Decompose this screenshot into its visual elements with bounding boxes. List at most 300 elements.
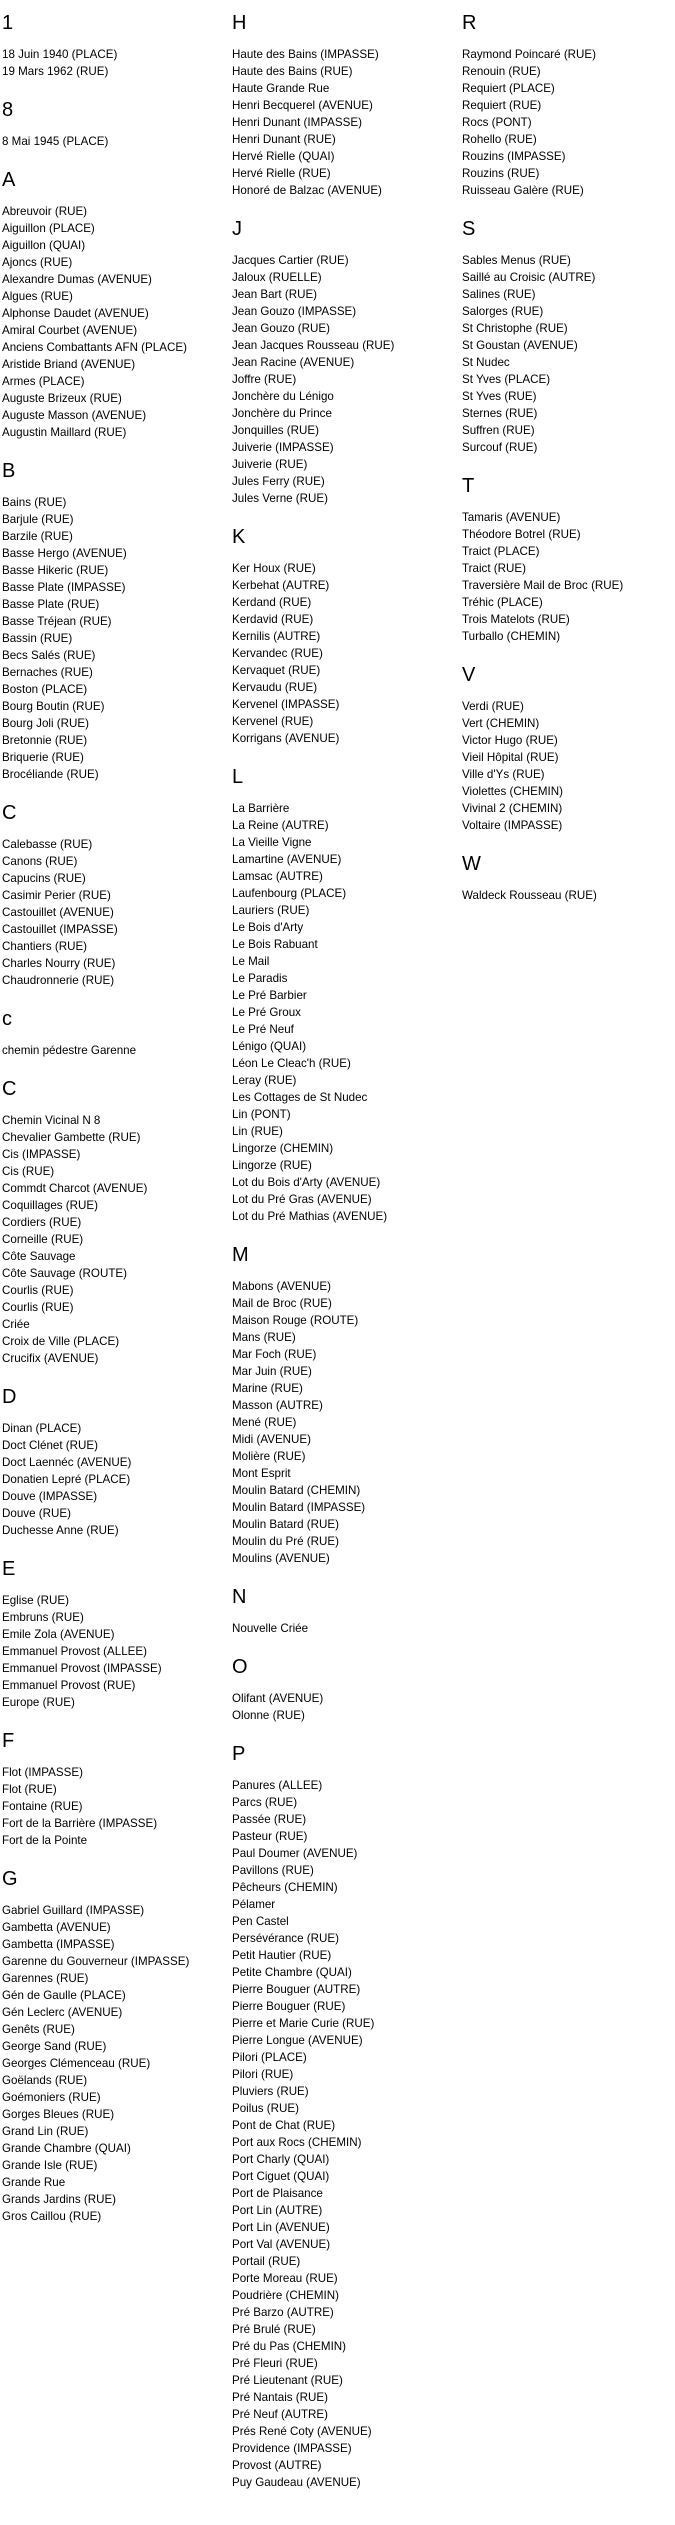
street-name: Embruns (RUE) <box>2 1611 84 1624</box>
street-name: Paul Doumer (AVENUE) <box>232 1847 358 1860</box>
street-name: Nouvelle Criée <box>232 1622 309 1635</box>
street-name: Jean Jacques Rousseau (RUE) <box>232 339 395 352</box>
street-name: Persévérance (RUE) <box>232 1932 339 1945</box>
street-name: Puy Gaudeau (AVENUE) <box>232 2476 361 2489</box>
street-name: Gorges Bleues (RUE) <box>2 2108 115 2121</box>
street-name: Waldeck Rousseau (RUE) <box>462 889 597 902</box>
street-name: Poudrière (CHEMIN) <box>232 2289 339 2302</box>
section-letter-heading: C <box>2 1078 17 1100</box>
street-name: Poilus (RUE) <box>232 2102 299 2115</box>
letter-section <box>462 218 672 456</box>
letter-section <box>462 853 672 904</box>
street-name: Tamaris (AVENUE) <box>462 511 561 524</box>
letter-section <box>462 12 672 199</box>
street-name: Grande Rue <box>2 2176 66 2189</box>
street-name: Leray (RUE) <box>232 1074 297 1087</box>
street-name: Basse Hergo (AVENUE) <box>2 547 127 560</box>
street-name: 18 Juin 1940 (PLACE) <box>2 48 118 61</box>
street-name: Porte Moreau (RUE) <box>232 2272 338 2285</box>
street-name: Traict (RUE) <box>462 562 526 575</box>
street-name: Moulin Batard (IMPASSE) <box>232 1501 366 1514</box>
street-name: Trois Matelots (RUE) <box>462 613 570 626</box>
street-name: Mans (RUE) <box>232 1331 296 1344</box>
street-name: Voltaire (IMPASSE) <box>462 819 563 832</box>
street-name: Kervenel (IMPASSE) <box>232 698 340 711</box>
street-name: Pierre Longue (AVENUE) <box>232 2034 363 2047</box>
street-list <box>2 1112 230 1367</box>
street-name: Douve (RUE) <box>2 1507 71 1520</box>
letter-section <box>232 218 460 507</box>
street-name: Commdt Charcot (AVENUE) <box>2 1182 148 1195</box>
street-name: Amiral Courbet (AVENUE) <box>2 324 138 337</box>
letter-section <box>232 1586 460 1637</box>
street-name: Pré Nantais (RUE) <box>232 2391 328 2404</box>
section-letter-heading: G <box>2 1868 18 1890</box>
street-name: Kervaudu (RUE) <box>232 681 318 694</box>
street-name: Haute des Bains (RUE) <box>232 65 353 78</box>
street-name: Portail (RUE) <box>232 2255 301 2268</box>
street-name: Gén Leclerc (AVENUE) <box>2 2006 123 2019</box>
street-name: Pré Brulé (RUE) <box>232 2323 316 2336</box>
street-name: Lauriers (RUE) <box>232 904 310 917</box>
street-name: Mail de Broc (RUE) <box>232 1297 332 1310</box>
letter-section <box>2 99 230 150</box>
street-name: Traict (PLACE) <box>462 545 540 558</box>
street-name: Jaloux (RUELLE) <box>232 271 322 284</box>
street-name: Fontaine (RUE) <box>2 1800 83 1813</box>
street-name: Midi (AVENUE) <box>232 1433 312 1446</box>
street-name: Courlis (RUE) <box>2 1284 74 1297</box>
street-name: Pen Castel <box>232 1915 289 1928</box>
section-letter-heading: C <box>2 802 17 824</box>
street-name: Lénigo (QUAI) <box>232 1040 307 1053</box>
street-name: Armes (PLACE) <box>2 375 85 388</box>
street-name: Pré Barzo (AUTRE) <box>232 2306 334 2319</box>
street-name: Emmanuel Provost (IMPASSE) <box>2 1662 162 1675</box>
street-list <box>462 509 672 645</box>
street-name: Pré Lieutenant (RUE) <box>232 2374 343 2387</box>
street-name: Henri Dunant (IMPASSE) <box>232 116 362 129</box>
street-name: Pilori (RUE) <box>232 2068 294 2081</box>
street-name: Pré Neuf (AUTRE) <box>232 2408 328 2421</box>
street-name: Gabriel Guillard (IMPASSE) <box>2 1904 145 1917</box>
street-name: La Barrière <box>232 802 290 815</box>
street-name: Doct Clénet (RUE) <box>2 1439 98 1452</box>
street-list <box>232 1690 460 1724</box>
street-name: Eglise (RUE) <box>2 1594 69 1607</box>
street-name: Moulin du Pré (RUE) <box>232 1535 339 1548</box>
street-name: Honoré de Balzac (AVENUE) <box>232 184 382 197</box>
street-name: Pilori (PLACE) <box>232 2051 307 2064</box>
letter-section <box>462 475 672 645</box>
street-list <box>2 836 230 989</box>
street-name: Lin (PONT) <box>232 1108 291 1121</box>
street-name: Lingorze (RUE) <box>232 1159 312 1172</box>
street-list <box>2 203 230 441</box>
street-list <box>2 46 230 80</box>
street-name: Donatien Lepré (PLACE) <box>2 1473 131 1486</box>
street-name: Salines (RUE) <box>462 288 536 301</box>
street-list <box>232 1620 460 1637</box>
letter-section <box>232 526 460 747</box>
street-name: Requiert (RUE) <box>462 99 542 112</box>
street-name: Olifant (AVENUE) <box>232 1692 324 1705</box>
street-name: Gambetta (IMPASSE) <box>2 1938 115 1951</box>
street-name: Abreuvoir (RUE) <box>2 205 88 218</box>
street-name: Basse Tréjean (RUE) <box>2 615 112 628</box>
street-name: Le Pré Groux <box>232 1006 301 1019</box>
letter-section <box>232 1244 460 1567</box>
street-list <box>232 1777 460 2491</box>
street-name: Pélamer <box>232 1898 276 1911</box>
street-name: Léon Le Cleac'h (RUE) <box>232 1057 351 1070</box>
street-name: Alexandre Dumas (AVENUE) <box>2 273 152 286</box>
street-name: St Christophe (RUE) <box>462 322 568 335</box>
street-name: Jacques Cartier (RUE) <box>232 254 349 267</box>
street-name: Lot du Bois d'Arty (AVENUE) <box>232 1176 381 1189</box>
street-name: Doct Laennéc (AVENUE) <box>2 1456 132 1469</box>
street-name: Mont Esprit <box>232 1467 291 1480</box>
street-name: Capucins (RUE) <box>2 872 86 885</box>
street-list <box>232 252 460 507</box>
street-name: Kernilis (AUTRE) <box>232 630 321 643</box>
street-name: Moulins (AVENUE) <box>232 1552 330 1565</box>
street-name: Gén de Gaulle (PLACE) <box>2 1989 126 2002</box>
street-name: Canons (RUE) <box>2 855 78 868</box>
street-name: Rouzins (RUE) <box>462 167 540 180</box>
street-name: Hervé Rielle (RUE) <box>232 167 331 180</box>
street-name: Les Cottages de St Nudec <box>232 1091 368 1104</box>
street-name: Korrigans (AVENUE) <box>232 732 340 745</box>
street-name: Augustin Maillard (RUE) <box>2 426 127 439</box>
street-name: Pavillons (RUE) <box>232 1864 314 1877</box>
street-name: La Vieille Vigne <box>232 836 312 849</box>
street-name: Joffre (RUE) <box>232 373 297 386</box>
street-name: Salorges (RUE) <box>462 305 544 318</box>
street-name: Pierre et Marie Curie (RUE) <box>232 2017 375 2030</box>
street-name: Castouillet (AVENUE) <box>2 906 114 919</box>
street-name: Turballo (CHEMIN) <box>462 630 561 643</box>
street-name: Mar Juin (RUE) <box>232 1365 312 1378</box>
street-name: Laufenbourg (PLACE) <box>232 887 347 900</box>
street-name: Emmanuel Provost (ALLEE) <box>2 1645 147 1658</box>
street-name: Europe (RUE) <box>2 1696 75 1709</box>
street-name: Ajoncs (RUE) <box>2 256 73 269</box>
street-name: Tréhic (PLACE) <box>462 596 543 609</box>
street-name: Lot du Pré Mathias (AVENUE) <box>232 1210 388 1223</box>
street-name: Pierre Bouguer (AUTRE) <box>232 1983 361 1996</box>
section-letter-heading: V <box>462 664 476 686</box>
street-name: Pont de Chat (RUE) <box>232 2119 336 2132</box>
street-name: Le Pré Neuf <box>232 1023 294 1036</box>
street-name: Bains (RUE) <box>2 496 67 509</box>
street-name: Port Ciguet (QUAI) <box>232 2170 330 2183</box>
letter-section <box>2 1868 230 2225</box>
street-name: Jean Gouzo (IMPASSE) <box>232 305 357 318</box>
street-name: Panures (ALLEE) <box>232 1779 323 1792</box>
street-index-column-1 <box>2 12 230 2244</box>
street-name: Georges Clémenceau (RUE) <box>2 2057 151 2070</box>
street-name: Grands Jardins (RUE) <box>2 2193 117 2206</box>
street-name: Provost (AUTRE) <box>232 2459 322 2472</box>
street-name: Flot (IMPASSE) <box>2 1766 83 1779</box>
street-name: Port Lin (AUTRE) <box>232 2204 323 2217</box>
section-letter-heading: P <box>232 1743 246 1765</box>
street-name: Alphonse Daudet (AVENUE) <box>2 307 149 320</box>
street-name: Jean Bart (RUE) <box>232 288 318 301</box>
street-name: Henri Becquerel (AVENUE) <box>232 99 373 112</box>
street-list <box>2 1592 230 1711</box>
street-name: Le Paradis <box>232 972 288 985</box>
street-name: Douve (IMPASSE) <box>2 1490 98 1503</box>
street-name: Jonquilles (RUE) <box>232 424 319 437</box>
street-list <box>2 1042 230 1059</box>
street-name: Chevalier Gambette (RUE) <box>2 1131 141 1144</box>
street-name: Cis (RUE) <box>2 1165 55 1178</box>
street-index-column-2 <box>232 12 460 2510</box>
street-name: George Sand (RUE) <box>2 2040 107 2053</box>
street-name: Chaudronnerie (RUE) <box>2 974 115 987</box>
street-name: Duchesse Anne (RUE) <box>2 1524 119 1537</box>
street-name: Rocs (PONT) <box>462 116 532 129</box>
street-name: Gros Caillou (RUE) <box>2 2210 102 2223</box>
street-name: Briquerie (RUE) <box>2 751 84 764</box>
section-letter-heading: M <box>232 1244 249 1266</box>
street-name: Petit Hautier (RUE) <box>232 1949 332 1962</box>
street-list <box>462 887 672 904</box>
street-name: Ville d'Ys (RUE) <box>462 768 545 781</box>
street-name: Port aux Rocs (CHEMIN) <box>232 2136 362 2149</box>
street-name: Cis (IMPASSE) <box>2 1148 81 1161</box>
section-letter-heading: L <box>232 766 244 788</box>
street-name: Castouillet (IMPASSE) <box>2 923 118 936</box>
street-name: Lingorze (CHEMIN) <box>232 1142 334 1155</box>
section-letter-heading: N <box>232 1586 247 1608</box>
section-letter-heading: H <box>232 12 247 34</box>
letter-section <box>2 12 230 80</box>
street-name: Requiert (PLACE) <box>462 82 555 95</box>
street-name: Casimir Perier (RUE) <box>2 889 111 902</box>
street-name: Vert (CHEMIN) <box>462 717 540 730</box>
street-list <box>2 1902 230 2225</box>
street-name: Prés René Coty (AVENUE) <box>232 2425 372 2438</box>
street-list <box>2 1420 230 1539</box>
street-name: Vivinal 2 (CHEMIN) <box>462 802 563 815</box>
section-letter-heading: D <box>2 1386 17 1408</box>
street-name: Juiverie (IMPASSE) <box>232 441 334 454</box>
street-name: Pêcheurs (CHEMIN) <box>232 1881 338 1894</box>
street-name: Port de Plaisance <box>232 2187 323 2200</box>
street-name: Théodore Botrel (RUE) <box>462 528 581 541</box>
street-list <box>232 1278 460 1567</box>
street-name: Le Mail <box>232 955 270 968</box>
street-name: Le Bois d'Arty <box>232 921 304 934</box>
street-name: Aiguillon (QUAI) <box>2 239 86 252</box>
street-name: Basse Plate (IMPASSE) <box>2 581 126 594</box>
street-name: Olonne (RUE) <box>232 1709 305 1722</box>
street-name: Pierre Bouguer (RUE) <box>232 2000 346 2013</box>
letter-section <box>2 1008 230 1059</box>
street-name: Jules Ferry (RUE) <box>232 475 325 488</box>
street-name: Renouin (RUE) <box>462 65 541 78</box>
street-list <box>232 560 460 747</box>
letter-section <box>2 169 230 441</box>
street-name: St Goustan (AVENUE) <box>462 339 578 352</box>
street-name: Sternes (RUE) <box>462 407 538 420</box>
street-name: Parcs (RUE) <box>232 1796 298 1809</box>
street-name: Port Lin (AVENUE) <box>232 2221 330 2234</box>
street-name: Bourg Joli (RUE) <box>2 717 89 730</box>
section-letter-heading: K <box>232 526 246 548</box>
street-list <box>2 1764 230 1849</box>
section-letter-heading: A <box>2 169 16 191</box>
street-list <box>462 46 672 199</box>
street-name: Garennes (RUE) <box>2 1972 89 1985</box>
section-letter-heading: 1 <box>2 12 14 34</box>
street-list <box>462 252 672 456</box>
street-name: Moulin Batard (RUE) <box>232 1518 339 1531</box>
street-list <box>462 698 672 834</box>
street-name: Pluviers (RUE) <box>232 2085 309 2098</box>
letter-section <box>2 1386 230 1539</box>
street-name: Mabons (AVENUE) <box>232 1280 332 1293</box>
street-name: Jules Verne (RUE) <box>232 492 329 505</box>
street-name: Barjule (RUE) <box>2 513 74 526</box>
street-name: Emile Zola (AVENUE) <box>2 1628 115 1641</box>
street-name: Lamartine (AVENUE) <box>232 853 342 866</box>
street-name: Kerdand (RUE) <box>232 596 312 609</box>
street-name: St Yves (PLACE) <box>462 373 551 386</box>
street-name: Verdi (RUE) <box>462 700 524 713</box>
street-name: Corneille (RUE) <box>2 1233 84 1246</box>
street-name: Mar Foch (RUE) <box>232 1348 317 1361</box>
letter-section <box>2 460 230 783</box>
street-name: Jonchère du Lénigo <box>232 390 334 403</box>
street-name: Bernaches (RUE) <box>2 666 93 679</box>
street-name: Hervé Rielle (QUAI) <box>232 150 335 163</box>
section-letter-heading: c <box>2 1008 12 1030</box>
section-letter-heading: F <box>2 1730 15 1752</box>
street-name: Port Val (AVENUE) <box>232 2238 331 2251</box>
street-name: Barzile (RUE) <box>2 530 73 543</box>
street-name: Charles Nourry (RUE) <box>2 957 116 970</box>
street-name: Basse Plate (RUE) <box>2 598 100 611</box>
street-list <box>232 800 460 1225</box>
street-name: 19 Mars 1962 (RUE) <box>2 65 109 78</box>
street-name: Le Pré Barbier <box>232 989 307 1002</box>
street-name: Courlis (RUE) <box>2 1301 74 1314</box>
street-name: Molière (RUE) <box>232 1450 306 1463</box>
street-name: Goémoniers (RUE) <box>2 2091 101 2104</box>
street-name: Fort de la Pointe <box>2 1834 88 1847</box>
street-name: Moulin Batard (CHEMIN) <box>232 1484 361 1497</box>
letter-section <box>2 802 230 989</box>
street-name: Becs Salés (RUE) <box>2 649 96 662</box>
street-name: Cordiers (RUE) <box>2 1216 82 1229</box>
section-letter-heading: T <box>462 475 475 497</box>
street-name: Boston (PLACE) <box>2 683 88 696</box>
street-name: Brocéliande (RUE) <box>2 768 99 781</box>
street-name: Lin (RUE) <box>232 1125 283 1138</box>
street-name: Genêts (RUE) <box>2 2023 75 2036</box>
street-name: Jean Racine (AVENUE) <box>232 356 355 369</box>
street-name: Vieil Hôpital (RUE) <box>462 751 559 764</box>
street-name: St Nudec <box>462 356 510 369</box>
street-name: Kervenel (RUE) <box>232 715 314 728</box>
street-name: Emmanuel Provost (RUE) <box>2 1679 136 1692</box>
street-name: Côte Sauvage (ROUTE) <box>2 1267 128 1280</box>
street-name: Pré du Pas (CHEMIN) <box>232 2340 347 2353</box>
street-name: Kervaquet (RUE) <box>232 664 321 677</box>
street-name: Fort de la Barrière (IMPASSE) <box>2 1817 158 1830</box>
street-name: Jean Gouzo (RUE) <box>232 322 330 335</box>
street-name: Algues (RUE) <box>2 290 73 303</box>
street-name: Basse Hikeric (RUE) <box>2 564 109 577</box>
street-list <box>232 46 460 199</box>
letter-section <box>2 1558 230 1711</box>
street-name: Passée (RUE) <box>232 1813 307 1826</box>
street-list <box>2 133 230 150</box>
street-name: Victor Hugo (RUE) <box>462 734 558 747</box>
section-letter-heading: S <box>462 218 476 240</box>
letter-section <box>232 1656 460 1724</box>
street-name: Maison Rouge (ROUTE) <box>232 1314 359 1327</box>
street-name: Ker Houx (RUE) <box>232 562 316 575</box>
street-name: Dinan (PLACE) <box>2 1422 82 1435</box>
street-name: Auguste Brizeux (RUE) <box>2 392 122 405</box>
street-name: Coquillages (RUE) <box>2 1199 99 1212</box>
street-name: Haute des Bains (IMPASSE) <box>232 48 379 61</box>
street-name: Côte Sauvage <box>2 1250 76 1263</box>
section-letter-heading: 8 <box>2 99 14 121</box>
street-name: La Reine (AUTRE) <box>232 819 329 832</box>
street-name: Chantiers (RUE) <box>2 940 88 953</box>
letter-section <box>2 1730 230 1849</box>
street-name: Jonchère du Prince <box>232 407 332 420</box>
street-name: Bourg Boutin (RUE) <box>2 700 105 713</box>
street-name: Suffren (RUE) <box>462 424 535 437</box>
street-name: Ruisseau Galère (RUE) <box>462 184 584 197</box>
street-name: Chemin Vicinal N 8 <box>2 1114 101 1127</box>
letter-section <box>232 766 460 1225</box>
street-name: Rohello (RUE) <box>462 133 537 146</box>
street-name: Pré Fleuri (RUE) <box>232 2357 318 2370</box>
street-name: Lot du Pré Gras (AVENUE) <box>232 1193 372 1206</box>
street-name: Raymond Poincaré (RUE) <box>462 48 597 61</box>
street-name: Pasteur (RUE) <box>232 1830 308 1843</box>
street-name: Henri Dunant (RUE) <box>232 133 336 146</box>
street-name: Mené (RUE) <box>232 1416 297 1429</box>
street-name: Calebasse (RUE) <box>2 838 93 851</box>
street-name: Gambetta (AVENUE) <box>2 1921 111 1934</box>
street-name: Garenne du Gouverneur (IMPASSE) <box>2 1955 190 1968</box>
street-name: Rouzins (IMPASSE) <box>462 150 566 163</box>
street-name: Haute Grande Rue <box>232 82 330 95</box>
street-name: Lamsac (AUTRE) <box>232 870 323 883</box>
street-name: Surcouf (RUE) <box>462 441 538 454</box>
street-name: 8 Mai 1945 (PLACE) <box>2 135 109 148</box>
letter-section <box>462 664 672 834</box>
street-name: Aristide Briand (AVENUE) <box>2 358 136 371</box>
street-name: Le Bois Rabuant <box>232 938 318 951</box>
letter-section <box>2 1078 230 1367</box>
street-name: Auguste Masson (AVENUE) <box>2 409 147 422</box>
street-name: Violettes (CHEMIN) <box>462 785 563 798</box>
street-name: Providence (IMPASSE) <box>232 2442 352 2455</box>
street-name: Petite Chambre (QUAI) <box>232 1966 352 1979</box>
street-name: St Yves (RUE) <box>462 390 537 403</box>
section-letter-heading: J <box>232 218 242 240</box>
